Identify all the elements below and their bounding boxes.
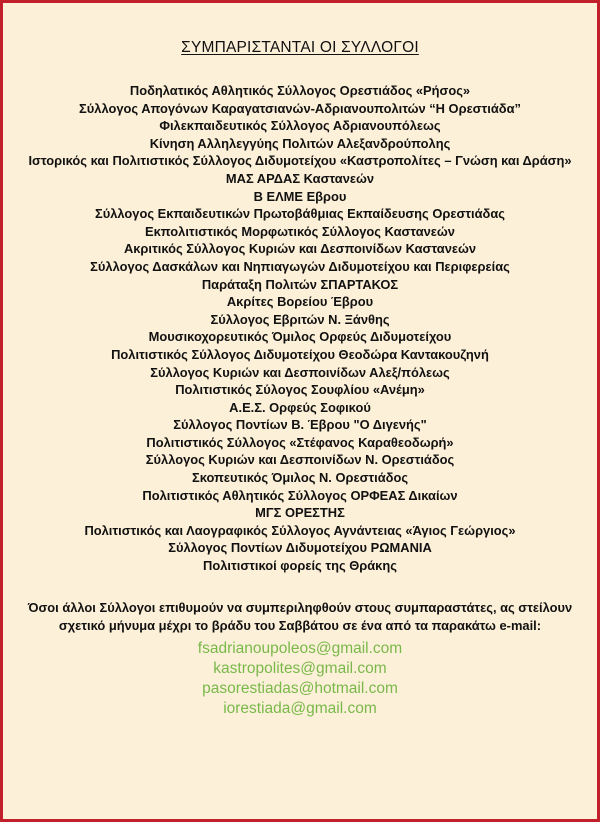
association-item: Κίνηση Αλληλεγγύης Πολιτών Αλεξανδρούπολης [149,135,451,151]
association-item: Παράταξη Πολιτών ΣΠΑΡΤΑΚΟΣ [201,276,399,292]
association-item: ΜΑΣ ΑΡΔΑΣ Καστανεών [225,170,375,186]
association-item: Ποδηλατικός Αθλητικός Σύλλογος Ορεστιάδος «Ρήσος» [129,83,471,98]
association-item: Ιστορικός και Πολιτιστικός Σύλλογος Διδυμοτείχου «Καστροπολίτες – Γνώση και Δράση» [28,153,572,169]
email-list [9,639,591,719]
association-list [9,82,591,575]
association-item: Σύλλογος Κυριών και Δεσποινίδων Αλεξ/πόλεως [150,364,450,380]
poster-content [9,39,591,719]
association-item: Σύλλογος Κυριών και Δεσποινίδων Ν. Ορεστιάδος [145,452,455,468]
email-link[interactable]: fsadrianoupoleos@gmail.com [197,639,403,657]
page-title: ΣΥΜΠΑΡΙΣΤΑΝΤΑΙ ΟΙ ΣΥΛΛΟΓΟΙ [181,39,419,56]
association-item: Πολιτιστικός Σύλλογος Διδυμοτείχου Θεοδώρα Καντακουζηνή [111,346,489,362]
association-item: Σύλλογος Ποντίων Β. Έβρου "Ο Διγενής" [173,417,427,433]
association-item: Πολιτιστικός Σύλογος Σουφλίου «Ανέμη» [175,382,425,398]
email-link[interactable]: iorestiada@gmail.com [223,699,377,717]
association-item: Β ΕΛΜΕ Εβρου [253,188,347,204]
association-item: Σύλλογος Δασκάλων και Νηπιαγωγών Διδυμοτείχου και Περιφερείας [90,258,510,274]
association-item: Μουσικοχορευτικός Όμιλος Ορφεύς Διδυμοτείχου [148,329,452,345]
association-item: Πολιτιστικός Σύλλογος «Στέφανος Καραθεοδωρή» [146,434,454,450]
association-item: Εκπολιτιστικός Μορφωτικός Σύλλογος Καστανεών [145,223,455,239]
invitation-note: Όσοι άλλοι Σύλλογοι επιθυμούν να συμπεριληφθούν στους συμπαραστάτες, ας στείλουν σχετικό μήνυμα μέχρι το βράδυ του Σαββάτου σε ένα από τα παρακάτω e-mail: [27,599,573,633]
email-link[interactable]: kastropolites@gmail.com [213,659,387,677]
association-item: Πολιτιστικοί φορείς της Θράκης [203,558,397,574]
association-item: Πολιτιστικός και Λαογραφικός Σύλλογος Αγνάντειας «Άγιος Γεώργιος» [84,522,516,538]
association-item: Ακριτικός Σύλλογος Κυριών και Δεσποινίδων Καστανεών [123,241,477,257]
association-item: Φιλεκπαιδευτικός Σύλλογος Αδριανουπόλεως [159,118,441,134]
email-link[interactable]: pasorestiadas@hotmail.com [202,679,398,697]
association-item: Σκοπευτικός Όμιλος Ν. Ορεστιάδος [191,470,409,486]
association-item: Σύλλογος Ποντίων Διδυμοτείχου ΡΩΜΑΝΙΑ [168,540,432,556]
association-item: Ακρίτες Βορείου Έβρου [226,294,374,310]
association-item: Σύλλογος Εβριτών Ν. Ξάνθης [210,311,390,327]
association-item: Σύλλογος Απογόνων Καραγατσιανών-Αδριανουπολιτών “Η Ορεστιάδα” [79,100,521,116]
association-item: Πολιτιστικός Αθλητικός Σύλλογος ΟΡΦΕΑΣ Δικαίων [142,487,458,503]
association-item: ΜΓΣ ΟΡΕΣΤΗΣ [255,505,345,521]
association-item: Α.Ε.Σ. Ορφεύς Σοφικού [229,399,371,415]
association-item: Σύλλογος Εκπαιδευτικών Πρωτοβάθμιας Εκπαίδευσης Ορεστιάδας [95,206,505,222]
